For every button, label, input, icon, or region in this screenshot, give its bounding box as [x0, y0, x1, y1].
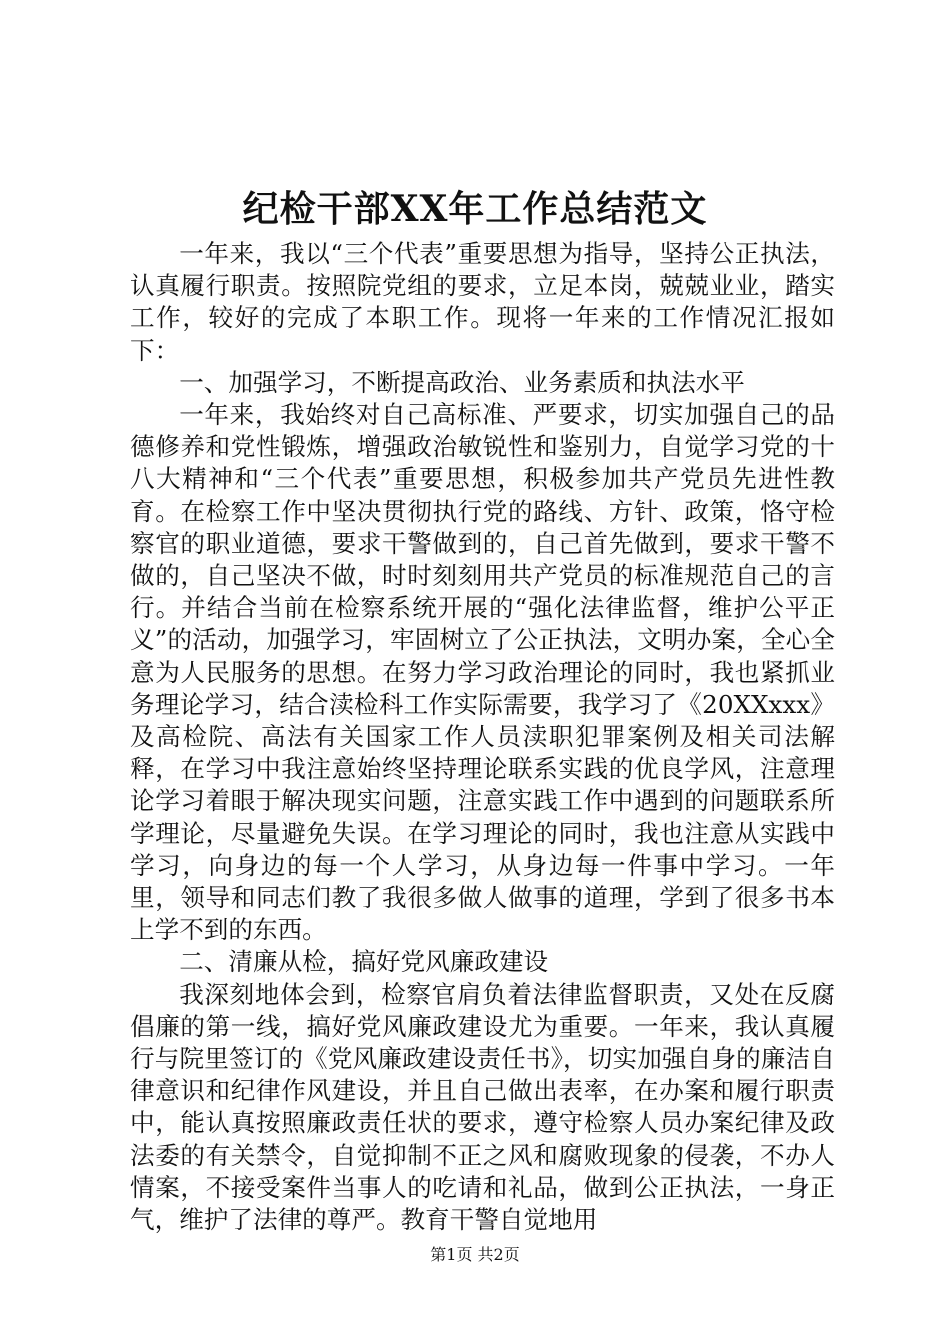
- document-body: [130, 238, 835, 1236]
- section-heading-1: 一、加强学习，不断提高政治、业务素质和执法水平: [179, 367, 745, 397]
- page-number-footer: 第1页 共2页: [430, 1245, 520, 1264]
- intro-paragraph: 一年来，我以“三个代表”重要思想为指导，坚持公正执法，认真履行职责。按照院党组的要求，立足本岗，兢兢业业，踏实工作，较好的完成了本职工作。现将一年来的工作情况汇报如下：: [130, 239, 835, 365]
- document-title: 纪检干部XX年工作总结范文: [242, 188, 708, 230]
- section-1-paragraph: 一年来，我始终对自己高标准、严要求，切实加强自己的品德修养和党性锻炼，增强政治敏锐性和鉴别力，自觉学习党的十八大精神和“三个代表”重要思想，积极参加共产党员先进性教育。在检察工作中坚决贯彻执行党的路线、方针、政策，恪守检察官的职业道德，要求干警做到的，自己首先做到，要求干警不做的，自己坚决不做，时时刻刻用共产党员的标准规范自己的言行。并结合当前在检察系统开展的“强化法律监督，维护公平正义”的活动，加强学习，牢固树立了公正执法，文明办案，全心全意为人民服务的思想。在努力学习政治理论的同时，我也紧抓业务理论学习，结合渎检科工作实际需要，我学习了《20XXxxx》及高检院、高法有关国家工作人员渎职犯罪案例及相关司法解释，在学习中我注意始终坚持理论联系实践的优良学风，注意理论学习着眼于解决现实问题，注意实践工作中遇到的问题联系所学理论，尽量避免失误。在学习理论的同时，我也注意从实践中学习，向身边的每一个人学习，从身边每一件事中学习。一年里，领导和同志们教了我很多做人做事的道理，学到了很多书本上学不到的东西。: [130, 400, 835, 945]
- section-2-paragraph: 我深刻地体会到，检察官肩负着法律监督职责，又处在反腐倡廉的第一线，搞好党风廉政建设尤为重要。一年来，我认真履行与院里签订的《党风廉政建设责任书》，切实加强自身的廉洁自律意识和纪律作风建设，并且自己做出表率，在办案和履行职责中，能认真按照廉政责任状的要求，遵守检察人员办案纪律及政法委的有关禁令，自觉抑制不正之风和腐败现象的侵袭，不办人情案，不接受案件当事人的吃请和礼品，做到公正执法，一身正气，维护了法律的尊严。教育干警自觉地用: [130, 979, 835, 1235]
- section-heading-2: 二、清廉从检，搞好党风廉政建设: [179, 947, 549, 977]
